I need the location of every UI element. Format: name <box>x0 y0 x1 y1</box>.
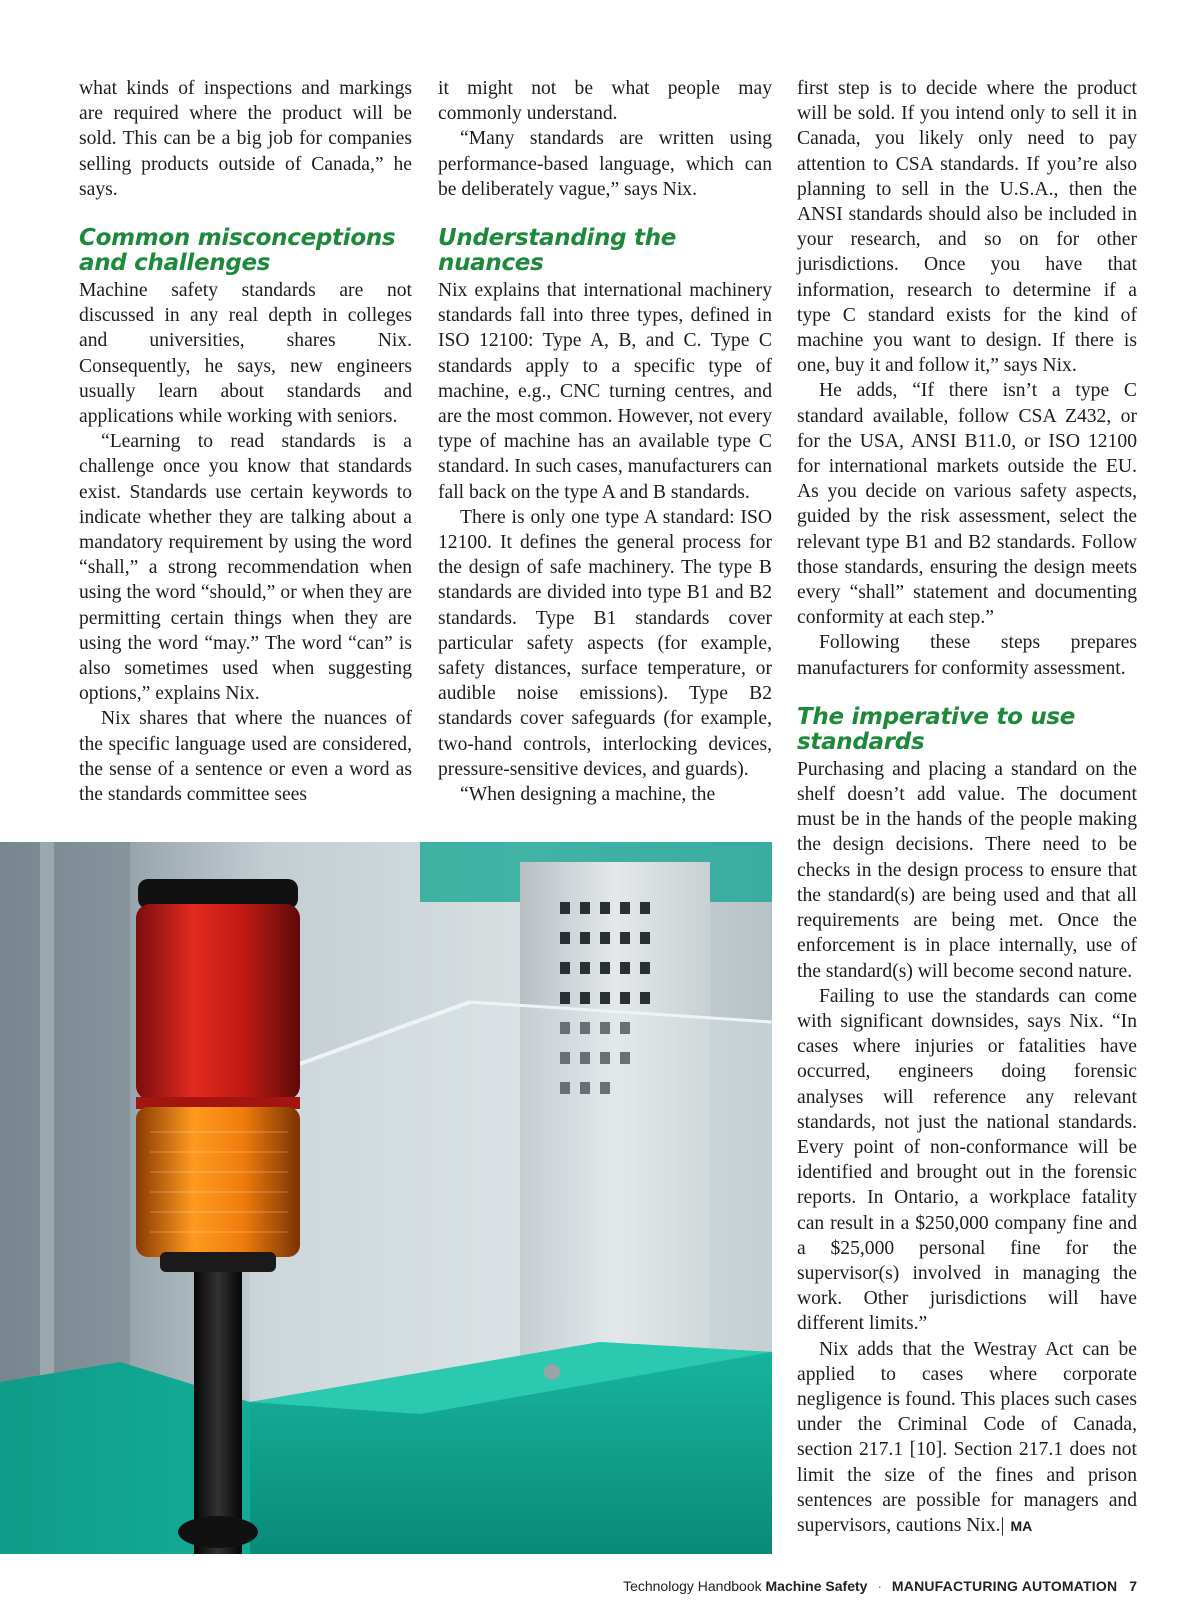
paragraph: He adds, “If there isn’t a type C standard available, follow CSA Z432, or for the USA, ANSI B11.0, or ISO 12100 for international markets outside the EU. As you decide on various safety aspects, guided by the risk assessment, select the relevant type B1 and B2 standards. Follow those standards, ensuring the design meets every “shall” statement and documenting conformity at each step.” <box>797 380 1137 629</box>
end-mark: MA <box>1010 1517 1033 1534</box>
section-heading-imperative: The imperative to use standards <box>797 703 1076 755</box>
article-column-1 <box>79 76 412 807</box>
footer-topic: Machine Safety <box>765 1578 868 1594</box>
paragraph: Following these steps prepares manufacturers for conformity assessment. <box>797 632 1137 679</box>
paragraph: first step is to decide where the product will be sold. If you intend only to sell it in Canada, you likely only need to pay attention to CSA standards. If you’re also planning to sell in the U.S.A., then the ANSI standards should also be included in your research, and so on for other jurisdictions. Once you have that information, research to determine if a type C standard exists for the kind of machine you want to design. If there is one, buy it and follow it,” says Nix. <box>797 78 1137 377</box>
footer-separator: · <box>877 1578 882 1594</box>
paragraph: Nix explains that international machinery standards fall into three types, defined in ISO 12100: Type A, B, and C. Type C standards apply to a specific type of machine, e.g., CNC turning centres, and are the most common. However, not every type of machine has an available type C standard. In such cases, manufacturers can fall back on the type A and B standards. <box>438 280 772 503</box>
section-heading-nuances: Understanding the nuances <box>438 225 677 277</box>
paragraph: Machine safety standards are not discussed in any real depth in colleges and universities, shares Nix. Consequently, he says, new engineers usually learn about standards and applications while working with seniors. <box>79 280 412 428</box>
paragraph-text: Nix adds that the Westray Act can be applied to cases where corporate negligence is found. This places such cases under the Criminal Code of Canada, section 217.1 [10]. Section 217.1 does not limit the size of the fines and prison sentences are possible for managers and supervisors, cautions Nix.| <box>797 1338 1137 1536</box>
footer-handbook: Technology Handbook <box>623 1578 762 1594</box>
paragraph: Failing to use the standards can come with significant downsides, says Nix. “In cases where injuries or fatalities have occurred, engineers doing forensic analyses will reference any relevant standards, not just the national standards. Every point of non-conformance will be identified and brought out in the forensic reports. In Ontario, a workplace fatality can result in a $250,000 company fine and a $25,000 personal fine for the supervisor(s) involved in managing the work. Other jurisdictions will have different limits.” <box>797 985 1137 1335</box>
article-column-2 <box>438 76 772 807</box>
paragraph: “Learning to read standards is a challenge once you know that standards exist. Standards use certain keywords to indicate whether they are talking about a mandatory requirement by using the word “shall,” a strong recommendation when using the word “should,” or when they are permitting certain things when they are using the word “may.” The word “can” is also sometimes used when suggesting options,” explains Nix. <box>79 431 412 705</box>
section-heading-misconceptions: Common misconceptions and challenges <box>79 225 396 277</box>
paragraph: it might not be what people may commonly understand. <box>438 78 772 125</box>
article-column-3 <box>797 76 1137 1539</box>
paragraph: Purchasing and placing a standard on the shelf doesn’t add value. The document must be in the hands of the people making the design decisions. There need to be checks in the design process to ensure that the standard(s) are being used and that all requirements are being met. Once the enforcement is in place internally, use of the standard(s) will become second nature. <box>797 758 1137 982</box>
paragraph: Nix shares that where the nuances of the specific language used are considered, the sense of a sentence or even a word as the standards committee sees <box>79 708 412 806</box>
footer-magazine: MANUFACTURING AUTOMATION <box>891 1578 1118 1594</box>
signal-tower-light-photo <box>0 842 772 1554</box>
paragraph: “Many standards are written using performance-based language, which can be deliberately vague,” says Nix. <box>438 128 772 200</box>
page-footer <box>623 1578 1137 1594</box>
paragraph: There is only one type A standard: ISO 12100. It defines the general process for the design of safe machinery. The type B standards are divided into type B1 and B2 standards. Type B1 standards cover particular safety aspects (for example, safety distances, surface temperature, or audible noise emissions). Type B2 standards cover safeguards (for example, two-hand controls, interlocking devices, pressure-sensitive devices, and guards). <box>438 506 772 780</box>
paragraph <box>797 1337 1137 1540</box>
paragraph: “When designing a machine, the <box>460 784 716 806</box>
paragraph: what kinds of inspections and markings are required where the product will be sold. This can be a big job for companies selling products outside of Canada,” he says. <box>79 78 412 200</box>
page-number: 7 <box>1129 1578 1137 1594</box>
